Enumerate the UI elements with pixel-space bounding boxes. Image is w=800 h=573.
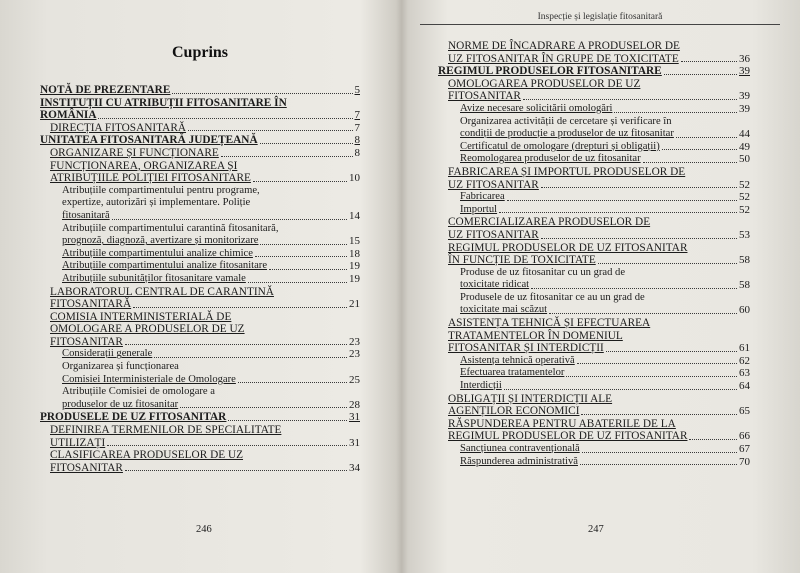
toc-page-number: 10	[349, 172, 360, 185]
toc-page-number: 60	[739, 304, 750, 317]
toc-entry-row	[438, 53, 750, 66]
toc-entry-row	[40, 210, 360, 223]
toc-page-number: 67	[739, 443, 750, 455]
toc-entry-text: Interdicții	[460, 380, 502, 392]
toc-entry-text: OMOLOGAREA PRODUSELOR DE UZ	[448, 77, 641, 90]
toc-entry-text: REGIMUL PRODUSELOR DE UZ FITOSANITAR	[448, 241, 688, 254]
toc-entry	[438, 204, 750, 217]
dot-leader	[664, 74, 737, 75]
toc-entry-row	[438, 456, 750, 469]
toc-entry	[40, 223, 360, 248]
toc-entry	[438, 166, 750, 191]
dot-leader	[549, 313, 737, 314]
toc-entry	[438, 317, 750, 355]
toc-page-number: 23	[349, 335, 360, 348]
toc-entry-text: Fabricarea	[460, 191, 505, 203]
toc-entry-row	[438, 304, 750, 317]
dot-leader	[643, 162, 737, 163]
toc-entry	[438, 355, 750, 368]
toc-page-number: 44	[739, 128, 750, 141]
toc-entry-text: Atribuțiile compartimentului pentru programe,	[62, 184, 260, 196]
toc-entry	[438, 78, 750, 103]
toc-entry-text: Organizarea și funcționarea	[62, 361, 179, 373]
toc-entry-row	[438, 254, 750, 267]
toc-entry-row	[40, 411, 360, 424]
dot-leader	[269, 269, 347, 270]
dot-leader	[133, 307, 347, 308]
toc-entry-row	[40, 437, 360, 450]
toc-page-number: 39	[739, 102, 750, 115]
toc-entry-text: Importul	[460, 203, 498, 215]
toc-entry-row	[40, 348, 360, 361]
toc-page-number: 31	[349, 436, 360, 449]
toc-entry-text: Considerații generale	[62, 348, 153, 360]
dot-leader	[107, 445, 347, 446]
toc-entry-row	[438, 153, 750, 166]
toc-entry	[40, 260, 360, 273]
toc-page-number: 8	[354, 146, 360, 159]
dot-leader	[598, 263, 737, 264]
toc-entry	[438, 380, 750, 393]
toc-entry-text: ÎN FUNCȚIE DE TOXICITATE	[448, 254, 596, 267]
toc-entry-row	[40, 399, 360, 412]
toc-entry-text: Efectuarea tratamentelor	[460, 367, 565, 379]
toc-entry-text: REGIMUL PRODUSELOR DE UZ FITOSANITAR	[448, 430, 688, 443]
toc-entry-text: FITOSANITAR	[50, 461, 123, 474]
dot-leader	[689, 439, 737, 440]
toc-page-number: 5	[354, 84, 360, 96]
toc-entry-text: prognoză, diagnoză, avertizare și monitorizare	[62, 235, 259, 247]
toc-entry-text: INSTITUȚII CU ATRIBUȚII FITOSANITARE ÎN	[40, 96, 287, 109]
toc-page-number: 25	[349, 373, 360, 386]
dot-leader	[154, 357, 347, 358]
toc-entry-text: CLASIFICAREA PRODUSELOR DE UZ	[50, 449, 244, 462]
dot-leader	[577, 363, 737, 364]
toc-entry-row	[438, 103, 750, 116]
toc-entry-text: ROMÂNIA	[40, 109, 97, 122]
toc-entry	[438, 116, 750, 141]
toc-entry-text: Atribuțiile Comisiei de omologare a	[62, 386, 215, 398]
toc-entry-text: Reomologarea produselor de uz fitosanitar	[460, 153, 641, 165]
toc-entry	[438, 242, 750, 267]
toc-entry	[438, 40, 750, 65]
toc-entry	[40, 147, 360, 160]
toc-entry-text: ATRIBUȚIILE POLIȚIEI FITOSANITARE	[50, 172, 251, 185]
toc-entry-text: toxicitate ridicat	[460, 279, 530, 291]
toc-entry-row	[40, 147, 360, 160]
toc-entry-text: UNITATEA FITOSANITARĂ JUDEȚEANĂ	[40, 134, 258, 147]
dot-leader	[662, 149, 737, 150]
toc-page-number: 39	[739, 65, 750, 78]
toc-entry-text: FITOSANITARĂ	[50, 298, 132, 311]
toc-entry-text: Certificatul de omologare (drepturi și obligații)	[460, 140, 660, 152]
toc-entry	[40, 273, 360, 286]
toc-entry-text: FUNCȚIONAREA, ORGANIZAREA ȘI	[50, 159, 238, 172]
toc-entry	[438, 393, 750, 418]
toc-entry-row	[40, 109, 360, 122]
toc-entry-text: OMOLOGARE A PRODUSELOR DE UZ	[50, 323, 245, 336]
toc-list-right	[438, 40, 750, 468]
toc-entry	[40, 160, 360, 185]
toc-entry-text: condiții de producție a produselor de uz fitosanitar	[460, 128, 674, 140]
toc-entry	[438, 456, 750, 469]
toc-entry	[438, 443, 750, 456]
dot-leader	[541, 187, 737, 188]
toc-page-number: 58	[739, 254, 750, 267]
dot-leader	[541, 238, 737, 239]
toc-page-number: 15	[349, 235, 360, 248]
toc-page-number: 7	[354, 109, 360, 122]
dot-leader	[238, 382, 347, 383]
dot-leader	[581, 414, 737, 415]
toc-entry	[438, 153, 750, 166]
toc-entry-text: COMERCIALIZAREA PRODUSELOR DE	[448, 216, 651, 229]
toc-list-left	[40, 84, 360, 474]
toc-entry-row	[40, 122, 360, 135]
dot-leader	[580, 464, 737, 465]
toc-entry-row	[40, 298, 360, 311]
toc-entry-text: NORME DE ÎNCADRARE A PRODUSELOR DE	[448, 40, 680, 52]
toc-entry-row	[40, 172, 360, 185]
toc-entry-text: expertize, autorizări și implementare. Poliție	[62, 197, 251, 209]
toc-entry-text: FITOSANITAR	[448, 90, 521, 103]
dot-leader	[531, 288, 737, 289]
toc-entry-text: REGIMUL PRODUSELOR FITOSANITARE	[438, 65, 662, 78]
dot-leader	[606, 351, 737, 352]
toc-entry-text: Atribuțiile compartimentului carantină fitosanitară,	[62, 222, 279, 234]
dot-leader	[676, 137, 737, 138]
toc-page-number: 52	[739, 191, 750, 204]
toc-entry	[40, 134, 360, 147]
toc-entry-row	[40, 273, 360, 286]
dot-leader	[566, 376, 737, 377]
toc-entry	[438, 65, 750, 78]
toc-entry-text: UZ FITOSANITAR ÎN GRUPE DE TOXICITATE	[448, 52, 679, 65]
toc-page-number: 63	[739, 367, 750, 380]
toc-page-number: 28	[349, 398, 360, 411]
toc-page-number: 14	[349, 209, 360, 222]
toc-entry-text: AGENȚILOR ECONOMICI	[448, 405, 580, 418]
toc-entry-text: Comisiei Interministeriale de Omologare	[62, 373, 236, 385]
toc-page-number: 64	[739, 380, 750, 393]
toc-entry-row	[438, 380, 750, 393]
toc-entry-text: Sancțiunea contravențională	[460, 443, 580, 454]
toc-page-number: 18	[349, 247, 360, 260]
toc-entry	[40, 348, 360, 361]
toc-page-number: 36	[739, 52, 750, 65]
toc-entry-text: FABRICAREA ȘI IMPORTUL PRODUSELOR DE	[448, 165, 686, 178]
toc-entry-row	[40, 260, 360, 273]
toc-entry-row	[40, 84, 360, 97]
toc-entry-row	[438, 128, 750, 141]
toc-page-number: 19	[349, 260, 360, 273]
toc-entry	[438, 267, 750, 292]
toc-entry-row	[438, 405, 750, 418]
toc-entry	[438, 292, 750, 317]
page-number-left: 246	[196, 524, 212, 535]
dot-leader	[681, 61, 737, 62]
toc-entry-row	[438, 279, 750, 292]
toc-entry-text: UZ FITOSANITAR	[448, 178, 539, 191]
toc-entry-row	[438, 191, 750, 204]
toc-page-number: 31	[349, 411, 360, 424]
toc-page-number: 39	[739, 90, 750, 103]
toc-entry	[40, 386, 360, 411]
toc-entry-text: ORGANIZARE ȘI FUNCȚIONARE	[50, 146, 219, 159]
toc-entry-text: FITOSANITAR	[50, 335, 123, 348]
dot-leader	[98, 118, 352, 119]
toc-entry-text: PRODUSELE DE UZ FITOSANITAR	[40, 411, 227, 424]
dot-leader	[523, 99, 737, 100]
toc-entry-text: NOTĂ DE PREZENTARE	[40, 84, 171, 96]
toc-title: Cuprins	[171, 44, 229, 61]
toc-page-number: 21	[349, 298, 360, 311]
toc-entry-row	[438, 141, 750, 154]
toc-entry-text: DIRECȚIA FITOSANITARĂ	[50, 121, 187, 134]
toc-entry-row	[438, 367, 750, 380]
toc-page-number: 65	[739, 405, 750, 418]
toc-entry-text: FITOSANITAR ȘI INTERDICȚII	[448, 342, 604, 355]
toc-entry-text: Asistența tehnică operativă	[460, 354, 575, 366]
toc-entry	[40, 311, 360, 349]
toc-page-number: 50	[739, 153, 750, 166]
toc-entry-text: TRATAMENTELOR ÎN DOMENIUL	[448, 329, 623, 342]
dot-leader	[499, 212, 737, 213]
toc-entry	[438, 216, 750, 241]
toc-entry	[40, 122, 360, 135]
toc-entry	[438, 141, 750, 154]
toc-entry-text: ASISTENȚA TEHNICĂ ȘI EFECTUAREA	[448, 317, 651, 330]
dot-leader	[228, 420, 347, 421]
toc-page-number: 49	[739, 140, 750, 153]
dot-leader	[248, 282, 347, 283]
running-head: Inspecție și legislație fitosanitară	[420, 12, 780, 25]
toc-entry	[438, 367, 750, 380]
toc-entry-row	[438, 90, 750, 103]
toc-entry	[40, 411, 360, 424]
toc-entry-row	[438, 204, 750, 217]
toc-page-number: 53	[739, 228, 750, 241]
dot-leader	[260, 244, 347, 245]
toc-entry-text: COMISIA INTERMINISTERIALĂ DE	[50, 310, 232, 323]
toc-entry	[438, 418, 750, 443]
toc-entry-text: DEFINIREA TERMENILOR DE SPECIALITATE	[50, 424, 282, 437]
toc-entry	[438, 191, 750, 204]
dot-leader	[614, 112, 737, 113]
toc-entry	[40, 97, 360, 122]
toc-page-number: 52	[739, 203, 750, 216]
toc-entry-text: UZ FITOSANITAR	[448, 228, 539, 241]
toc-entry-text: fitosanitară	[62, 209, 110, 221]
toc-entry-row	[438, 229, 750, 242]
toc-entry-row	[40, 235, 360, 248]
toc-page-number: 52	[739, 178, 750, 191]
toc-page-number: 8	[354, 134, 360, 147]
toc-entry	[40, 248, 360, 261]
toc-page-number: 70	[739, 455, 750, 468]
toc-entry-text: produselor de uz fitosanitar	[62, 398, 179, 410]
toc-entry-row	[40, 336, 360, 349]
dot-leader	[125, 470, 347, 471]
toc-entry-row	[40, 248, 360, 261]
toc-entry	[40, 361, 360, 386]
toc-page-number: 34	[349, 461, 360, 474]
dot-leader	[125, 344, 347, 345]
toc-entry-row	[438, 65, 750, 78]
toc-entry	[40, 286, 360, 311]
dot-leader	[112, 219, 347, 220]
toc-page-number: 61	[739, 342, 750, 355]
toc-entry	[40, 84, 360, 97]
dot-leader	[507, 200, 737, 201]
toc-entry-text: Produse de uz fitosanitar cu un grad de	[460, 266, 626, 278]
toc-entry-text: Organizarea activității de cercetare și verificare în	[460, 115, 672, 127]
toc-entry	[40, 424, 360, 449]
toc-entry-text: UTILIZAȚI	[50, 436, 106, 449]
toc-entry	[438, 103, 750, 116]
toc-entry-row	[40, 374, 360, 387]
toc-entry-row	[438, 443, 750, 456]
toc-entry-row	[40, 134, 360, 147]
dot-leader	[172, 93, 352, 94]
toc-entry-text: Atribuțiile subunităților fitosanitare vamale	[62, 272, 246, 284]
toc-entry-row	[438, 355, 750, 368]
toc-page-number: 58	[739, 279, 750, 292]
toc-entry-row	[438, 179, 750, 192]
toc-entry-row	[40, 462, 360, 475]
right-page	[400, 0, 800, 573]
dot-leader	[255, 256, 347, 257]
toc-entry-text: LABORATORUL CENTRAL DE CARANTINĂ	[50, 285, 274, 298]
toc-entry-text: Avize necesare solicitării omologări	[460, 102, 613, 114]
toc-entry-row	[438, 430, 750, 443]
toc-entry-text: RĂSPUNDEREA PENTRU ABATERILE DE LA	[448, 417, 676, 430]
toc-page-number: 62	[739, 354, 750, 367]
dot-leader	[180, 407, 347, 408]
toc-page-number: 19	[349, 272, 360, 285]
toc-entry-text: Produsele de uz fitosanitar ce au un grad de	[460, 291, 645, 303]
toc-page-number: 7	[354, 121, 360, 134]
toc-entry-text: Atribuțiile compartimentului analize chimice	[62, 247, 253, 259]
toc-page-number: 23	[349, 348, 360, 361]
page-number-right: 247	[588, 524, 604, 535]
toc-page-number: 66	[739, 430, 750, 443]
toc-entry-text: Atribuțiile compartimentului analize fitosanitare	[62, 260, 268, 272]
dot-leader	[253, 181, 347, 182]
toc-entry	[40, 185, 360, 223]
toc-entry-text: toxicitate mai scăzut	[460, 304, 548, 316]
dot-leader	[260, 143, 353, 144]
toc-entry-text: OBLIGAȚII ȘI INTERDICȚII ALE	[448, 392, 613, 405]
dot-leader	[582, 452, 737, 453]
dot-leader	[221, 156, 353, 157]
toc-entry-row	[438, 342, 750, 355]
toc-entry	[40, 449, 360, 474]
toc-entry-text: Răspunderea administrativă	[460, 455, 578, 467]
dot-leader	[188, 130, 352, 131]
dot-leader	[504, 389, 737, 390]
